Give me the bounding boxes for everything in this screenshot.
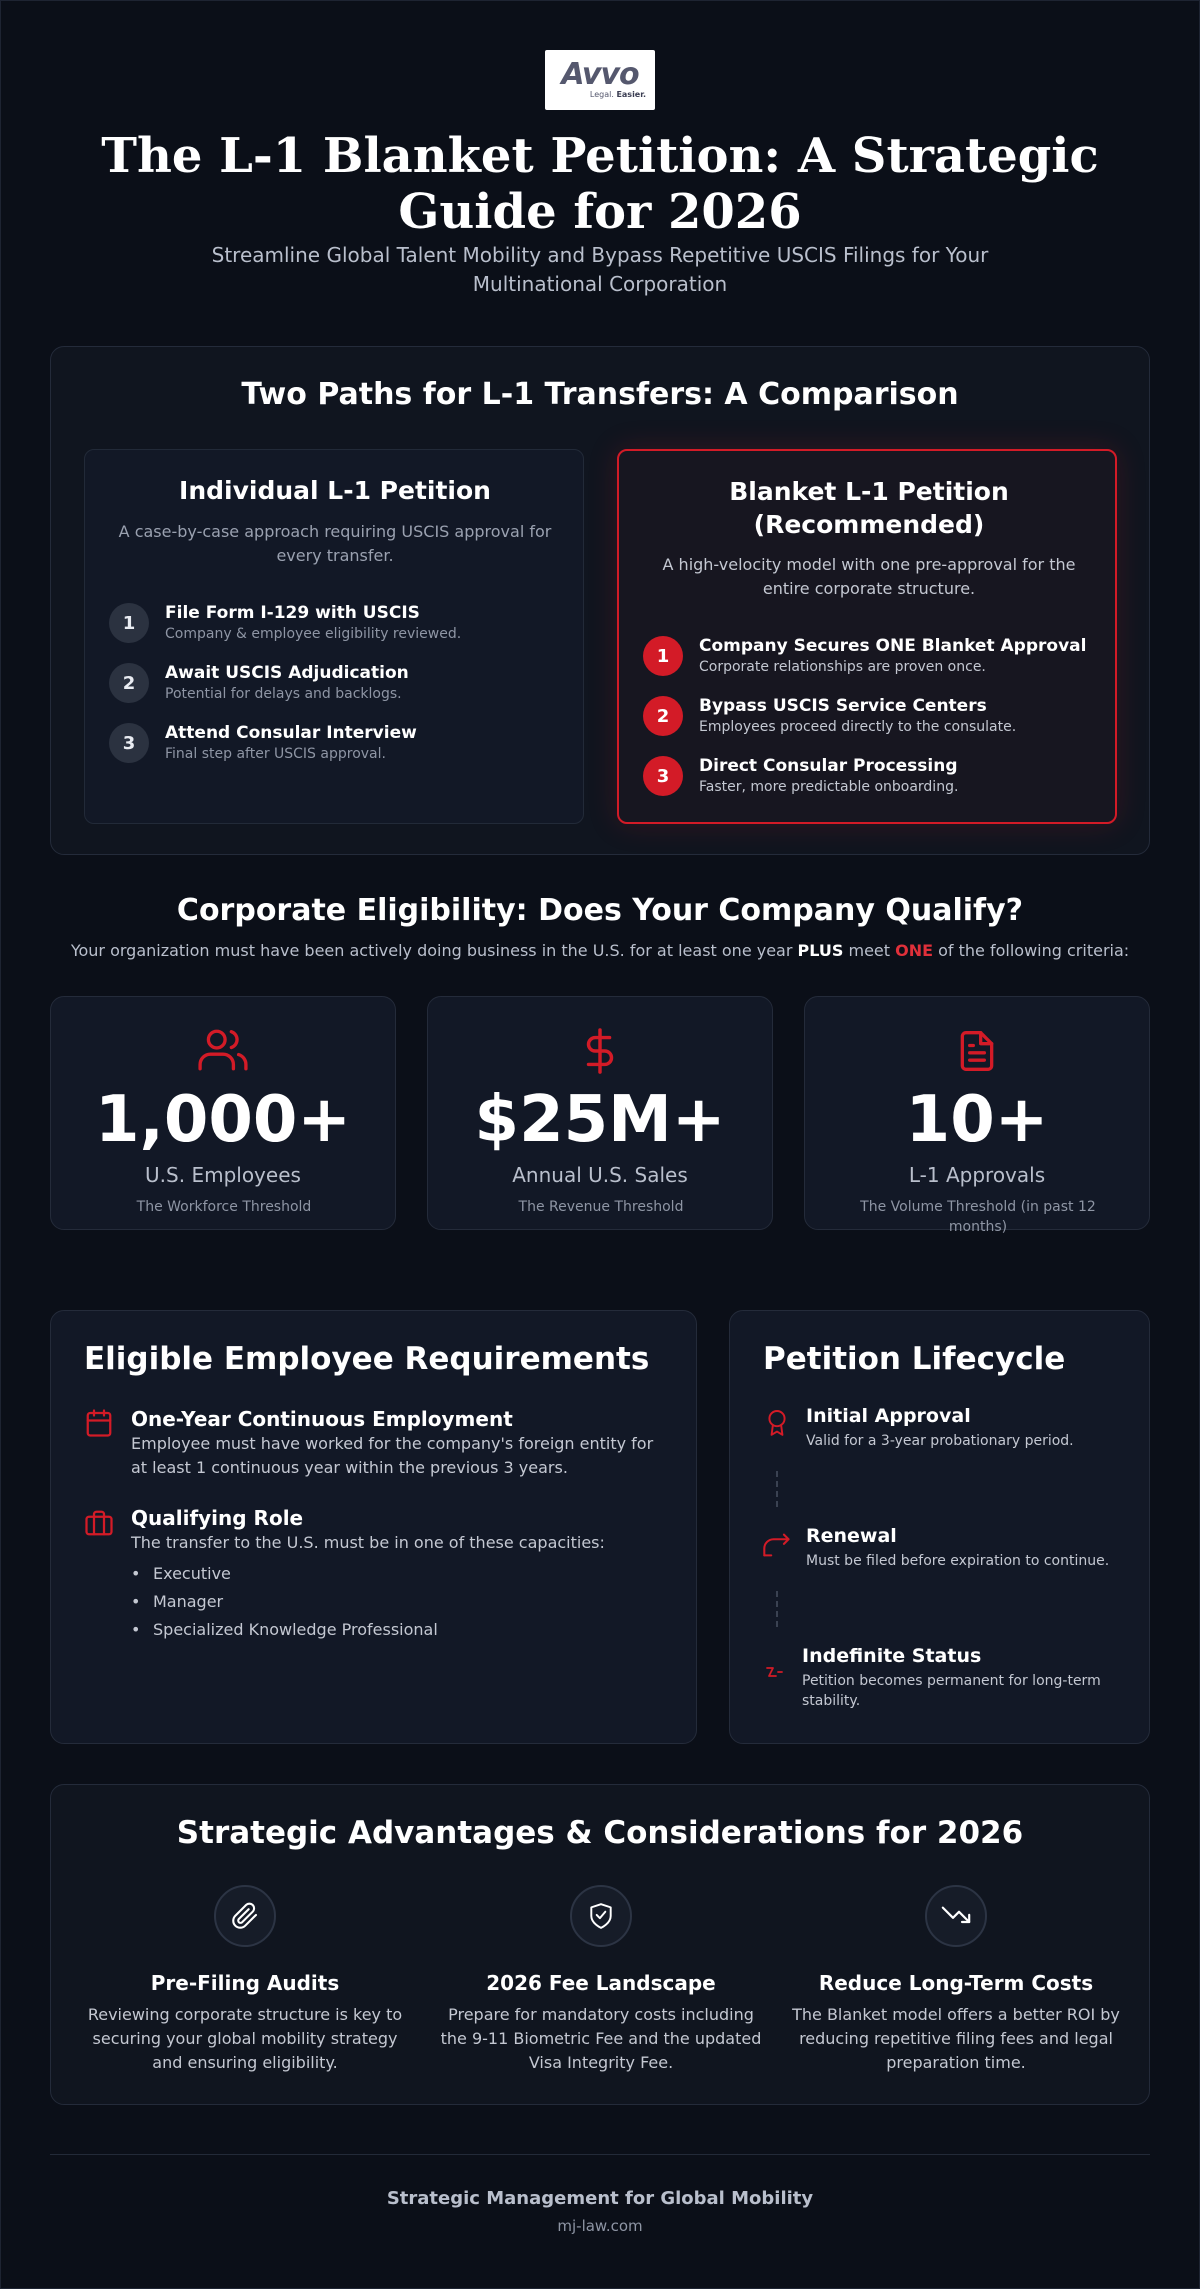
stat-card-sales <box>427 996 773 1230</box>
footer-link[interactable]: mj-law.com <box>557 2217 643 2235</box>
stat-note: The Revenue Threshold <box>518 1199 684 1215</box>
step-description: Final step after USCIS approval. <box>165 746 386 762</box>
stat-value: 1,000+ <box>94 1083 352 1157</box>
step-number: 1 <box>643 636 683 676</box>
individual-step <box>109 723 549 767</box>
step-number: 3 <box>643 756 683 796</box>
requirement-text: Employee must have worked for the company's foreign entity for at least 1 continuous year within the previous 3 years. <box>131 1434 654 1477</box>
stat-note: The Volume Threshold (in past 12 months) <box>860 1199 1096 1235</box>
footer-heading: Strategic Management for Global Mobility <box>386 2188 814 2209</box>
role-item: • Executive <box>131 1564 231 1583</box>
individual-petition-card <box>84 449 584 824</box>
employee-requirements-card <box>50 1310 697 1744</box>
stat-card-employees <box>50 996 396 1230</box>
step-description: Employees proceed directly to the consulate. <box>699 719 1017 735</box>
shield-check-icon <box>570 1885 632 1947</box>
paperclip-icon <box>214 1885 276 1947</box>
individual-step <box>109 663 549 707</box>
stat-label: U.S. Employees <box>145 1163 301 1187</box>
stat-label: L-1 Approvals <box>908 1163 1046 1187</box>
blanket-description: A high-velocity model with one pre-approval for the entire corporate structure. <box>662 555 1076 598</box>
step-title: Await USCIS Adjudication <box>165 663 409 683</box>
stat-note: The Workforce Threshold <box>136 1199 312 1215</box>
renew-icon <box>762 1532 792 1562</box>
lifecycle-stage-description: Petition becomes permanent for long-term stability. <box>802 1673 1101 1709</box>
stat-card-approvals <box>804 996 1150 1235</box>
step-number: 2 <box>109 663 149 703</box>
users-icon <box>51 1027 395 1073</box>
step-title: Attend Consular Interview <box>165 723 417 743</box>
briefcase-icon <box>84 1508 114 1542</box>
footer-divider <box>50 2154 1150 2155</box>
lifecycle-connector <box>776 1591 778 1627</box>
advantage-title: 2026 Fee Landscape <box>486 1971 716 1995</box>
requirement-heading: Qualifying Role <box>131 1506 304 1530</box>
stat-value: 10+ <box>905 1083 1049 1157</box>
step-description: Company & employee eligibility reviewed. <box>165 626 462 642</box>
step-number: 1 <box>109 603 149 643</box>
lifecycle-stage-heading: Indefinite Status <box>802 1645 982 1667</box>
lifecycle-title: Petition Lifecycle <box>763 1341 1066 1377</box>
step-title: File Form I-129 with USCIS <box>165 603 420 623</box>
award-icon <box>764 1409 790 1443</box>
advantage-title: Pre-Filing Audits <box>150 1971 340 1995</box>
logo-wordmark: Avvo <box>561 57 639 92</box>
individual-step <box>109 603 549 647</box>
stat-label: Annual U.S. Sales <box>512 1163 688 1187</box>
individual-title: Individual L-1 Petition <box>179 476 491 505</box>
requirement-text: The transfer to the U.S. must be in one of these capacities: <box>131 1533 605 1552</box>
petition-lifecycle-card <box>729 1310 1150 1744</box>
lifecycle-stage-heading: Renewal <box>806 1525 897 1547</box>
lifecycle-stage-description: Must be filed before expiration to continue. <box>806 1553 1110 1569</box>
logo-tagline: Legal. Easier. <box>589 90 647 99</box>
step-number: 3 <box>109 723 149 763</box>
avvo-logo[interactable] <box>545 50 655 110</box>
blanket-step <box>643 696 1083 740</box>
page-subtitle: Streamline Global Talent Mobility and Bypass Repetitive USCIS Filings for Your Multinational Corporation <box>211 243 989 296</box>
advantage-text: Reviewing corporate structure is key to securing your global mobility strategy and ensuring eligibility. <box>87 2005 403 2072</box>
strategic-title: Strategic Advantages & Considerations for 2026 <box>176 1815 1024 1851</box>
blanket-petition-card <box>617 449 1117 824</box>
lifecycle-stage-heading: Initial Approval <box>806 1405 971 1427</box>
stat-value: $25M+ <box>474 1083 726 1157</box>
dollar-icon <box>428 1027 772 1075</box>
trending-down-icon <box>925 1885 987 1947</box>
step-title: Bypass USCIS Service Centers <box>699 696 987 716</box>
blanket-step <box>643 636 1087 680</box>
lifecycle-connector <box>776 1471 778 1507</box>
blanket-title: Blanket L-1 Petition (Recommended) <box>729 477 1009 539</box>
eligibility-title: Corporate Eligibility: Does Your Company Qualify? <box>176 893 1024 928</box>
step-title: Company Secures ONE Blanket Approval <box>699 636 1087 656</box>
role-item: • Specialized Knowledge Professional <box>131 1620 438 1639</box>
step-description: Potential for delays and backlogs. <box>165 686 402 702</box>
calendar-icon <box>84 1408 114 1442</box>
role-item: • Manager <box>131 1592 223 1611</box>
page-title: The L-1 Blanket Petition: A Strategic Guide for 2026 <box>101 128 1099 240</box>
requirement-heading: One-Year Continuous Employment <box>131 1407 513 1431</box>
document-icon <box>805 1027 1149 1075</box>
lifecycle-stage-description: Valid for a 3-year probationary period. <box>806 1433 1074 1449</box>
requirements-title: Eligible Employee Requirements <box>84 1341 650 1377</box>
step-title: Direct Consular Processing <box>699 756 958 776</box>
blanket-step <box>643 756 1083 800</box>
advantage-text: Prepare for mandatory costs including the 9-11 Biometric Fee and the updated Visa Integrity Fee. <box>440 2005 762 2072</box>
advantage-title: Reduce Long-Term Costs <box>818 1971 1094 1995</box>
step-description: Corporate relationships are proven once. <box>699 659 986 675</box>
comparison-title: Two Paths for L-1 Transfers: A Comparison <box>241 377 959 412</box>
eligibility-subtitle: Your organization must have been actively doing business in the U.S. for at least one year PLUS meet ONE of the following criteria: <box>70 941 1130 960</box>
individual-description: A case-by-case approach requiring USCIS approval for every transfer. <box>118 522 552 565</box>
strategic-advantages-section <box>50 1784 1150 2105</box>
comparison-section <box>50 346 1150 855</box>
advantage-text: The Blanket model offers a better ROI by reducing repetitive filing fees and legal preparation time. <box>792 2005 1120 2072</box>
infinity-icon <box>764 1663 786 1685</box>
step-number: 2 <box>643 696 683 736</box>
step-description: Faster, more predictable onboarding. <box>699 779 959 795</box>
